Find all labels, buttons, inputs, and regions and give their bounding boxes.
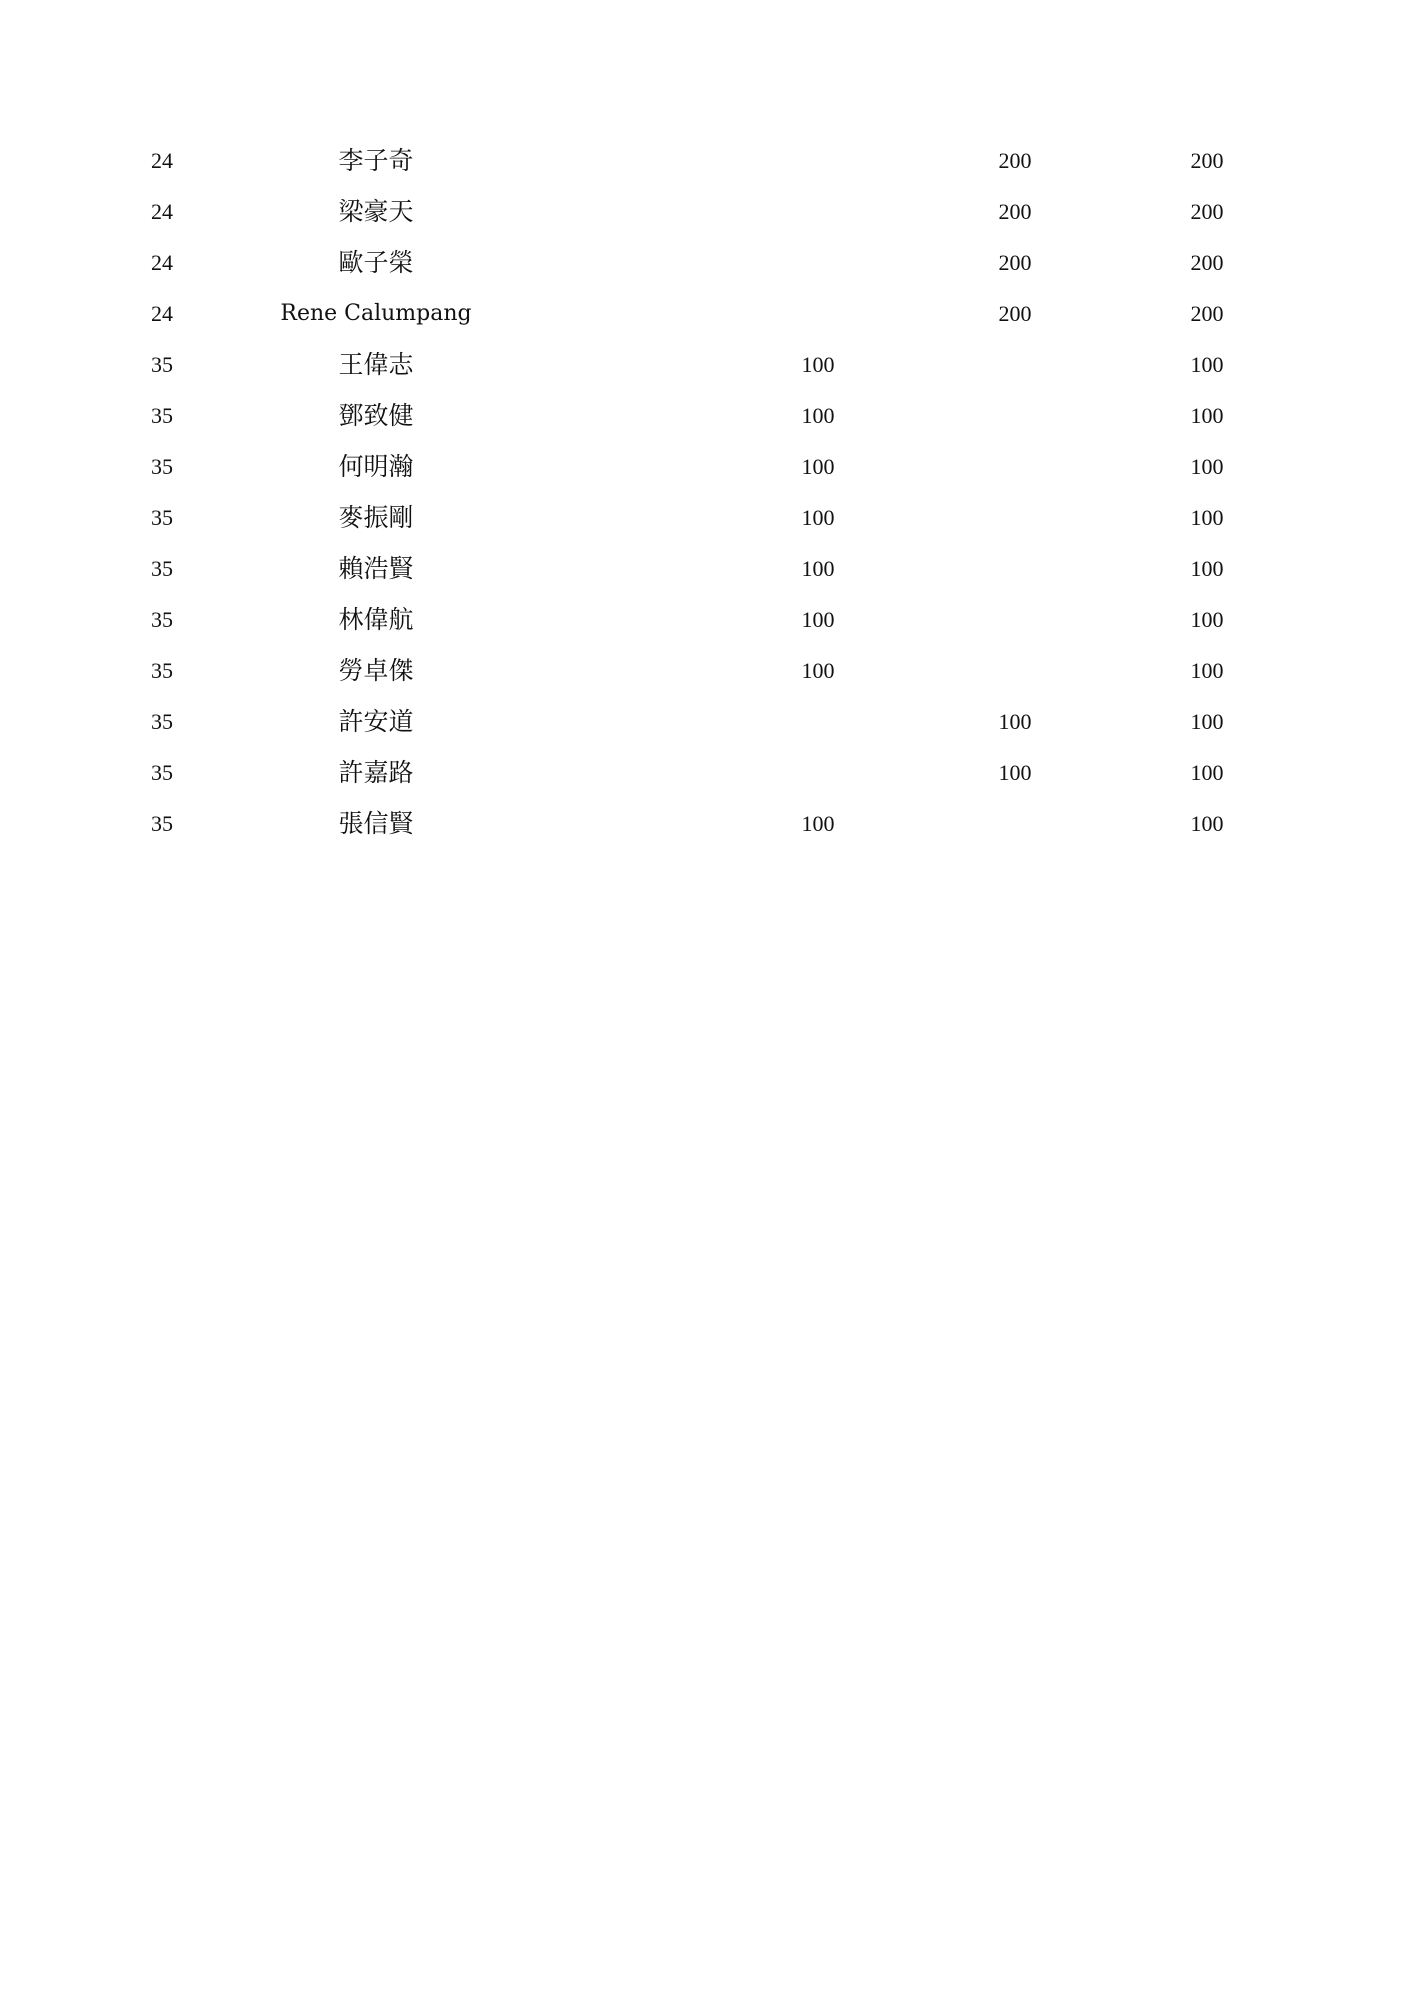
name-cell: 許嘉路 xyxy=(338,758,414,787)
table-row xyxy=(120,395,1230,446)
points-a-cell: 100 xyxy=(801,454,835,479)
table-row xyxy=(120,344,1230,395)
total-cell: 100 xyxy=(1190,709,1224,734)
name-cell: Rene Calumpang xyxy=(280,301,472,326)
rank-cell: 35 xyxy=(151,556,173,581)
total-cell: 100 xyxy=(1190,454,1224,479)
name-cell: 王偉志 xyxy=(338,350,414,379)
name-cell: 鄧致健 xyxy=(338,401,414,430)
rank-cell: 24 xyxy=(151,199,173,224)
points-a-cell: 100 xyxy=(801,607,835,632)
total-cell: 200 xyxy=(1190,301,1224,326)
name-cell: 林偉航 xyxy=(338,605,414,634)
points-a-cell: 100 xyxy=(801,556,835,581)
rank-cell: 35 xyxy=(151,709,173,734)
points-b-cell: 100 xyxy=(998,760,1032,785)
name-cell: 張信賢 xyxy=(338,809,414,838)
rank-cell: 35 xyxy=(151,454,173,479)
points-b-cell: 200 xyxy=(998,301,1032,326)
points-b-cell: 200 xyxy=(998,148,1032,173)
table-row xyxy=(120,803,1230,854)
rank-cell: 35 xyxy=(151,505,173,530)
table-row xyxy=(120,140,1230,191)
points-b-cell: 200 xyxy=(998,199,1032,224)
table-row xyxy=(120,191,1230,242)
name-cell: 李子奇 xyxy=(338,146,414,175)
total-cell: 100 xyxy=(1190,811,1224,836)
points-a-cell: 100 xyxy=(801,658,835,683)
name-cell: 梁豪天 xyxy=(338,197,414,226)
total-cell: 100 xyxy=(1190,403,1224,428)
rank-cell: 24 xyxy=(151,250,173,275)
rank-cell: 35 xyxy=(151,607,173,632)
name-cell: 歐子榮 xyxy=(338,248,414,277)
table-row xyxy=(120,548,1230,599)
ranking-table xyxy=(120,140,1230,854)
points-a-cell: 100 xyxy=(801,505,835,530)
table-row xyxy=(120,701,1230,752)
table-row xyxy=(120,497,1230,548)
points-a-cell: 100 xyxy=(801,352,835,377)
table-row xyxy=(120,242,1230,293)
rank-cell: 35 xyxy=(151,760,173,785)
points-a-cell: 100 xyxy=(801,811,835,836)
total-cell: 100 xyxy=(1190,760,1224,785)
points-b-cell: 200 xyxy=(998,250,1032,275)
rank-cell: 24 xyxy=(151,301,173,326)
name-cell: 勞卓傑 xyxy=(338,656,414,685)
points-b-cell: 100 xyxy=(998,709,1032,734)
total-cell: 200 xyxy=(1190,250,1224,275)
table-row xyxy=(120,650,1230,701)
table-row xyxy=(120,752,1230,803)
total-cell: 200 xyxy=(1190,148,1224,173)
total-cell: 200 xyxy=(1190,199,1224,224)
name-cell: 許安道 xyxy=(338,707,414,736)
name-cell: 何明瀚 xyxy=(338,452,414,481)
points-a-cell: 100 xyxy=(801,403,835,428)
total-cell: 100 xyxy=(1190,607,1224,632)
total-cell: 100 xyxy=(1190,658,1224,683)
name-cell: 賴浩賢 xyxy=(338,554,414,583)
table-row xyxy=(120,446,1230,497)
total-cell: 100 xyxy=(1190,505,1224,530)
table-row xyxy=(120,293,1230,344)
rank-cell: 35 xyxy=(151,352,173,377)
table-row xyxy=(120,599,1230,650)
rank-cell: 35 xyxy=(151,658,173,683)
name-cell: 麥振剛 xyxy=(338,503,414,532)
total-cell: 100 xyxy=(1190,352,1224,377)
total-cell: 100 xyxy=(1190,556,1224,581)
rank-cell: 24 xyxy=(151,148,173,173)
rank-cell: 35 xyxy=(151,403,173,428)
rank-cell: 35 xyxy=(151,811,173,836)
